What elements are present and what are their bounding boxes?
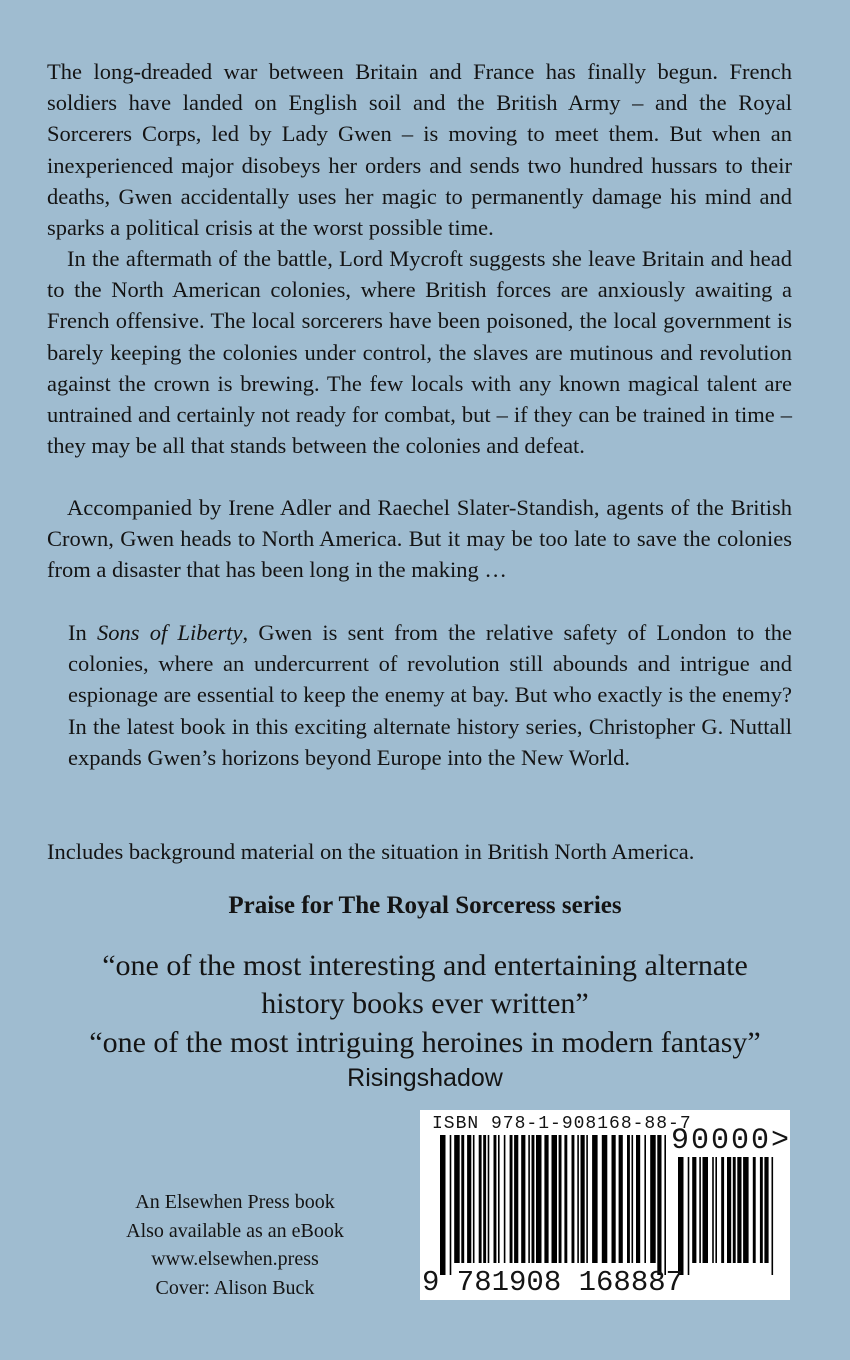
barcode-bar [764,1157,768,1263]
book-title: Sons of Liberty [97,620,243,645]
barcode-bar [743,1157,749,1263]
barcode-bar [602,1135,608,1263]
imprint-publisher: An Elsewhen Press book [135,1191,335,1213]
barcode-bar [760,1157,763,1263]
p4-lead: In [68,620,97,645]
praise-quote-2: “one of the most intriguing heroines in modern fantasy” [89,1026,761,1059]
barcode-bar [498,1135,500,1263]
barcode-bar [454,1135,460,1263]
price-code: 90000> [671,1124,792,1158]
p4-body: , Gwen is sent from the relative safety of London to the colonies, where an undercurrent of revolution still abounds and intrigue and espionage are essential to keep the enemy at bay. But who exactly is the enemy? In the latest book in this exciting alternate history series, Christopher G. Nuttall expands Gwen’s horizons beyond Europe into the New World. [68,620,792,770]
barcode-bar [733,1157,736,1263]
barcode-bar [678,1157,684,1275]
blurb-paragraph-4 [68,617,792,773]
barcode-bar [552,1135,558,1263]
quote-1-line-2: history books ever written” [261,987,589,1020]
blurb-paragraph-3: Accompanied by Irene Adler and Raechel Slater-Standish, agents of the British Crown, Gwen heads to North America. But it may be too late to save the colonies from a disaster that has been long in the making … [47,495,792,583]
barcode-digits: 9 781908 168887 [422,1266,684,1299]
barcode-bar [483,1135,486,1263]
barcode-bar [536,1135,542,1263]
imprint-cover-credit: Cover: Alison Buck [155,1276,315,1299]
barcode-bar [664,1135,666,1275]
praise-quote-1 [40,947,810,1023]
barcode-bar [712,1157,714,1263]
imprint-ebook: Also available as an eBook [126,1219,344,1242]
barcode-bar [581,1135,585,1263]
blurb-paragraph-1: The long-dreaded war between Britain and France has finally begun. French soldiers have landed on English soil and the British Army – and the Royal Sorcerers Corps, led by Lady Gwen – is moving to meet them. But when an inexperienced major disobeys her orders and sends two hundred hussars to their deaths, Gwen accidentally uses her magic to permanently damage his mind and sparks a political crisis at the worst possible time. [47,59,792,241]
barcode-bar [473,1135,475,1263]
imprint-website: www.elsewhen.press [151,1248,319,1270]
barcode-bar [753,1157,756,1263]
barcode-bar [504,1135,506,1263]
barcode-bar [632,1135,634,1263]
isbn-label: ISBN 978-1-908168-88-7 [432,1114,692,1134]
quote-1-line-1: “one of the most interesting and entertaining alternate [102,949,748,982]
barcode-bar [612,1135,616,1263]
barcode-bar [692,1157,696,1263]
barcode-bar [467,1135,471,1263]
barcode-bar [657,1135,661,1275]
barcode-bar [592,1135,598,1263]
barcode-bar [577,1135,579,1263]
barcode-bar [772,1157,774,1275]
barcode-bar [528,1135,530,1263]
publisher-imprint [100,1188,370,1302]
barcode-bar [494,1135,497,1263]
barcode-bar [559,1135,562,1263]
barcode-bar [619,1135,623,1263]
barcode-bar [440,1135,446,1275]
barcode-bar [461,1135,464,1263]
barcode-bar [644,1135,646,1263]
barcode-bar [564,1135,567,1263]
barcode-bar [727,1157,731,1263]
barcode-bar [479,1135,482,1263]
barcode-bar [627,1135,630,1263]
barcode-bar [514,1135,518,1263]
barcode-bar [572,1135,575,1263]
quote-attribution: Risingshadow [347,1064,503,1092]
barcode-bar [715,1157,717,1263]
barcode-bar [544,1135,548,1263]
barcode-bar [521,1135,525,1263]
barcode-bar [688,1157,690,1275]
barcode-bar [650,1135,656,1263]
barcode-bar [532,1135,535,1263]
barcode-bar [450,1135,452,1275]
barcode-bar [721,1157,724,1263]
barcode-bar [586,1135,588,1263]
blurb-paragraph-2: In the aftermath of the battle, Lord Mycroft suggests she leave Britain and head to the North American colonies, where British forces are anxiously awaiting a French offensive. The local sorcerers have been poisoned, the local government is barely keeping the colonies under control, the slaves are mutinous and revolution against the crown is brewing. The few locals with any known magical talent are untrained and certainly not ready for combat, but – if they can be trained in time – they may be all that stands between the colonies and defeat. [47,246,792,459]
isbn-barcode [420,1110,790,1300]
barcode-bar [510,1135,513,1263]
barcode-bar [636,1135,640,1263]
barcode-bar [699,1157,701,1263]
barcode-bar [488,1135,490,1263]
barcode-bar [737,1157,741,1263]
barcode-bar [703,1157,709,1263]
praise-heading: Praise for The Royal Sorceress series [228,892,622,919]
background-material-note: Includes background material on the situation in British North America. [47,839,695,864]
